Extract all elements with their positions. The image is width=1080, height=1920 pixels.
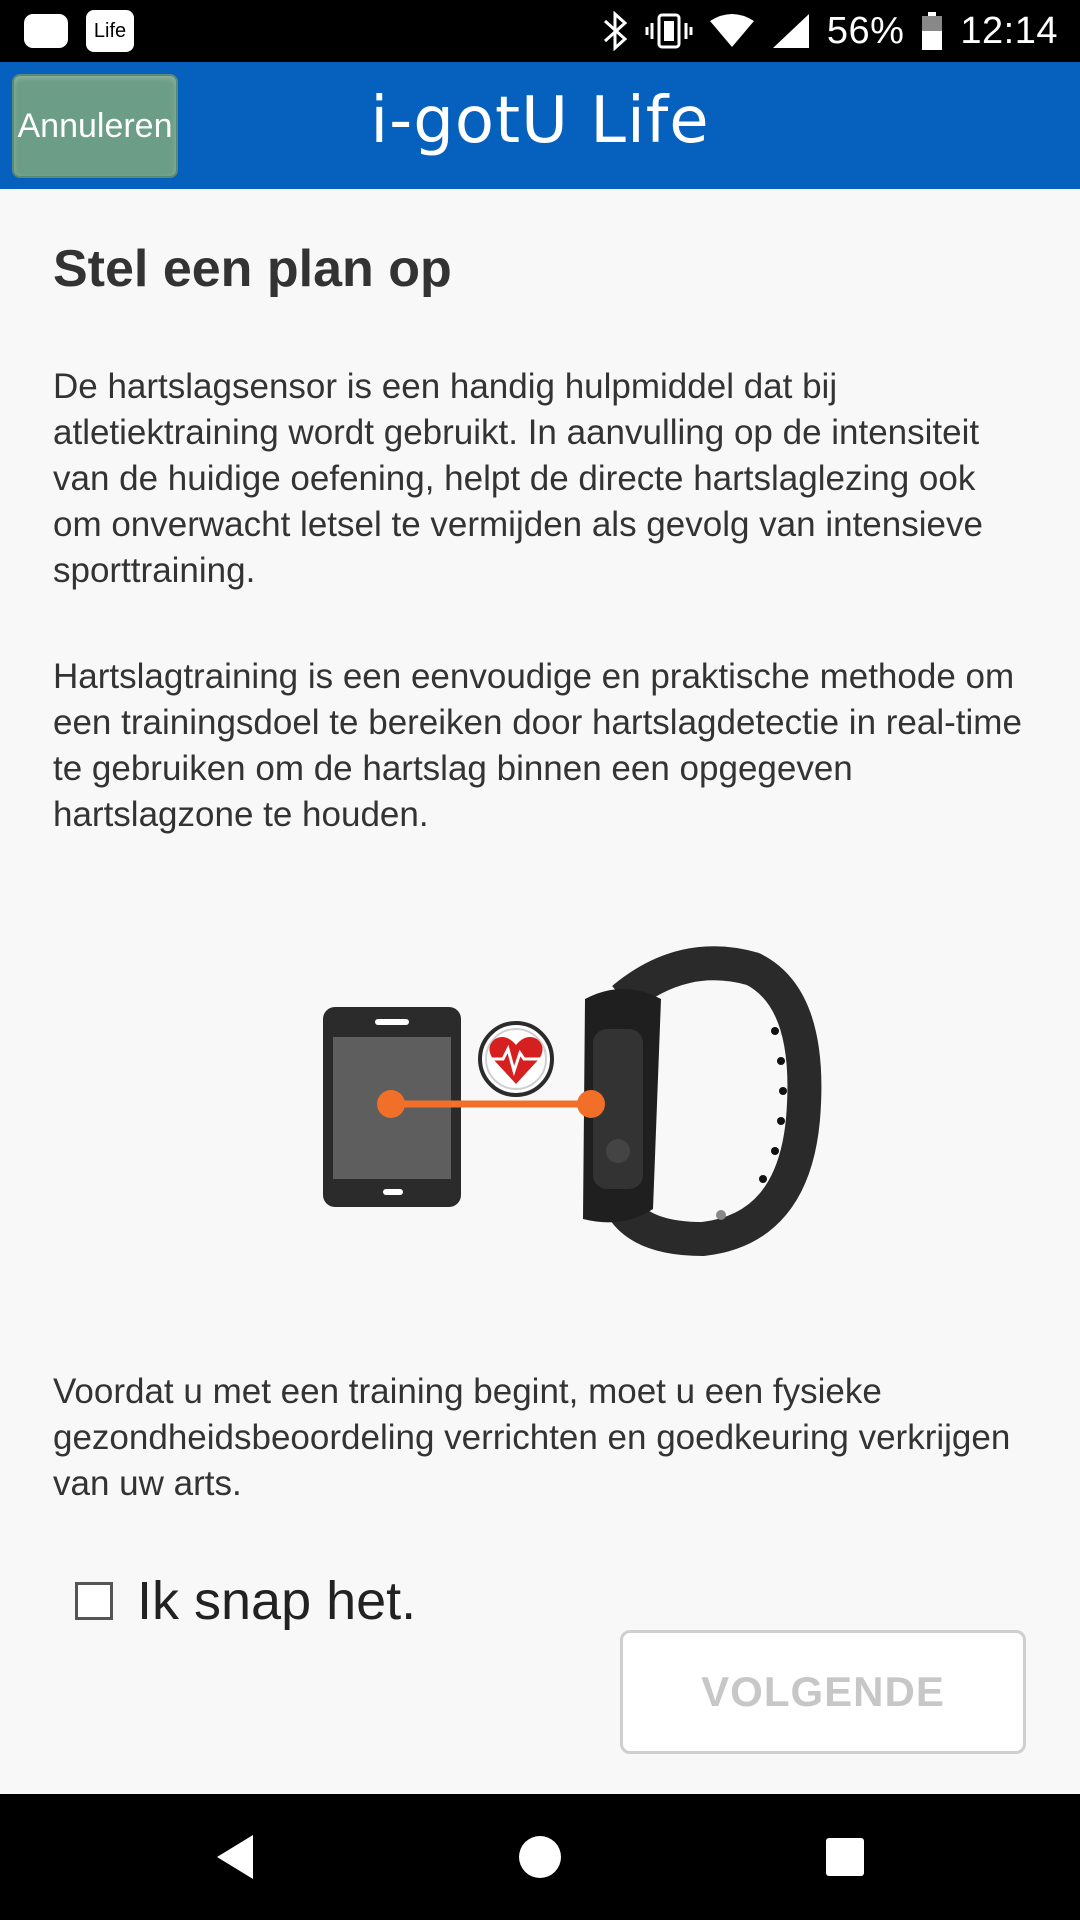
health-warning-paragraph: Voordat u met een training begint, moet u een fysieke gezondheidsbeoordeling verrichten en goedkeuring verkrijgen van uw arts. — [53, 1372, 1011, 1503]
home-button[interactable] — [475, 1794, 605, 1920]
recents-button[interactable] — [780, 1794, 910, 1920]
intro-paragraph: De hartslagsensor is een handig hulpmiddel dat bij atletiektraining wordt gebruikt. In aanvulling op de intensiteit van de huidige oefening, helpt de directe hartslaglezing ook om onverwacht letsel te vermijden als gevolg van intensieve sporttraining. — [53, 367, 983, 590]
cancel-button[interactable]: Annuleren — [12, 74, 178, 178]
vibrate-icon — [645, 11, 693, 51]
understand-checkbox-label[interactable]: Ik snap het. — [137, 1571, 417, 1631]
page-title: Stel een plan op — [53, 240, 452, 298]
battery-percentage: 56% — [826, 9, 905, 52]
home-icon — [517, 1834, 563, 1880]
navigation-bar — [0, 1794, 1080, 1920]
status-bar — [0, 0, 1080, 62]
app-bar — [0, 62, 1080, 189]
wifi-icon — [709, 13, 755, 49]
heart-rate-illustration — [323, 939, 843, 1289]
battery-icon — [920, 11, 944, 51]
understand-checkbox[interactable] — [75, 1582, 113, 1620]
chat-notification-icon — [24, 14, 68, 48]
heart-rate-icon — [480, 1023, 552, 1095]
bluetooth-icon — [601, 11, 629, 51]
recents-icon — [825, 1837, 865, 1877]
back-button[interactable] — [170, 1794, 300, 1920]
back-icon — [213, 1833, 257, 1881]
fitness-band-icon — [583, 963, 804, 1239]
understand-checkbox-row[interactable] — [75, 1570, 416, 1632]
clock: 12:14 — [960, 9, 1058, 52]
signal-icon — [771, 12, 811, 50]
next-button[interactable]: VOLGENDE — [620, 1630, 1026, 1754]
training-paragraph: Hartslagtraining is een eenvoudige en praktische methode om een trainingsdoel te bereiken door hartslagdetectie in real-time te gebruiken om de hartslag binnen een opgegeven hartslagzone te houden. — [53, 657, 1022, 834]
app-notification-icon: Life — [86, 10, 134, 52]
app-logo: i-gotU Life — [370, 84, 710, 158]
